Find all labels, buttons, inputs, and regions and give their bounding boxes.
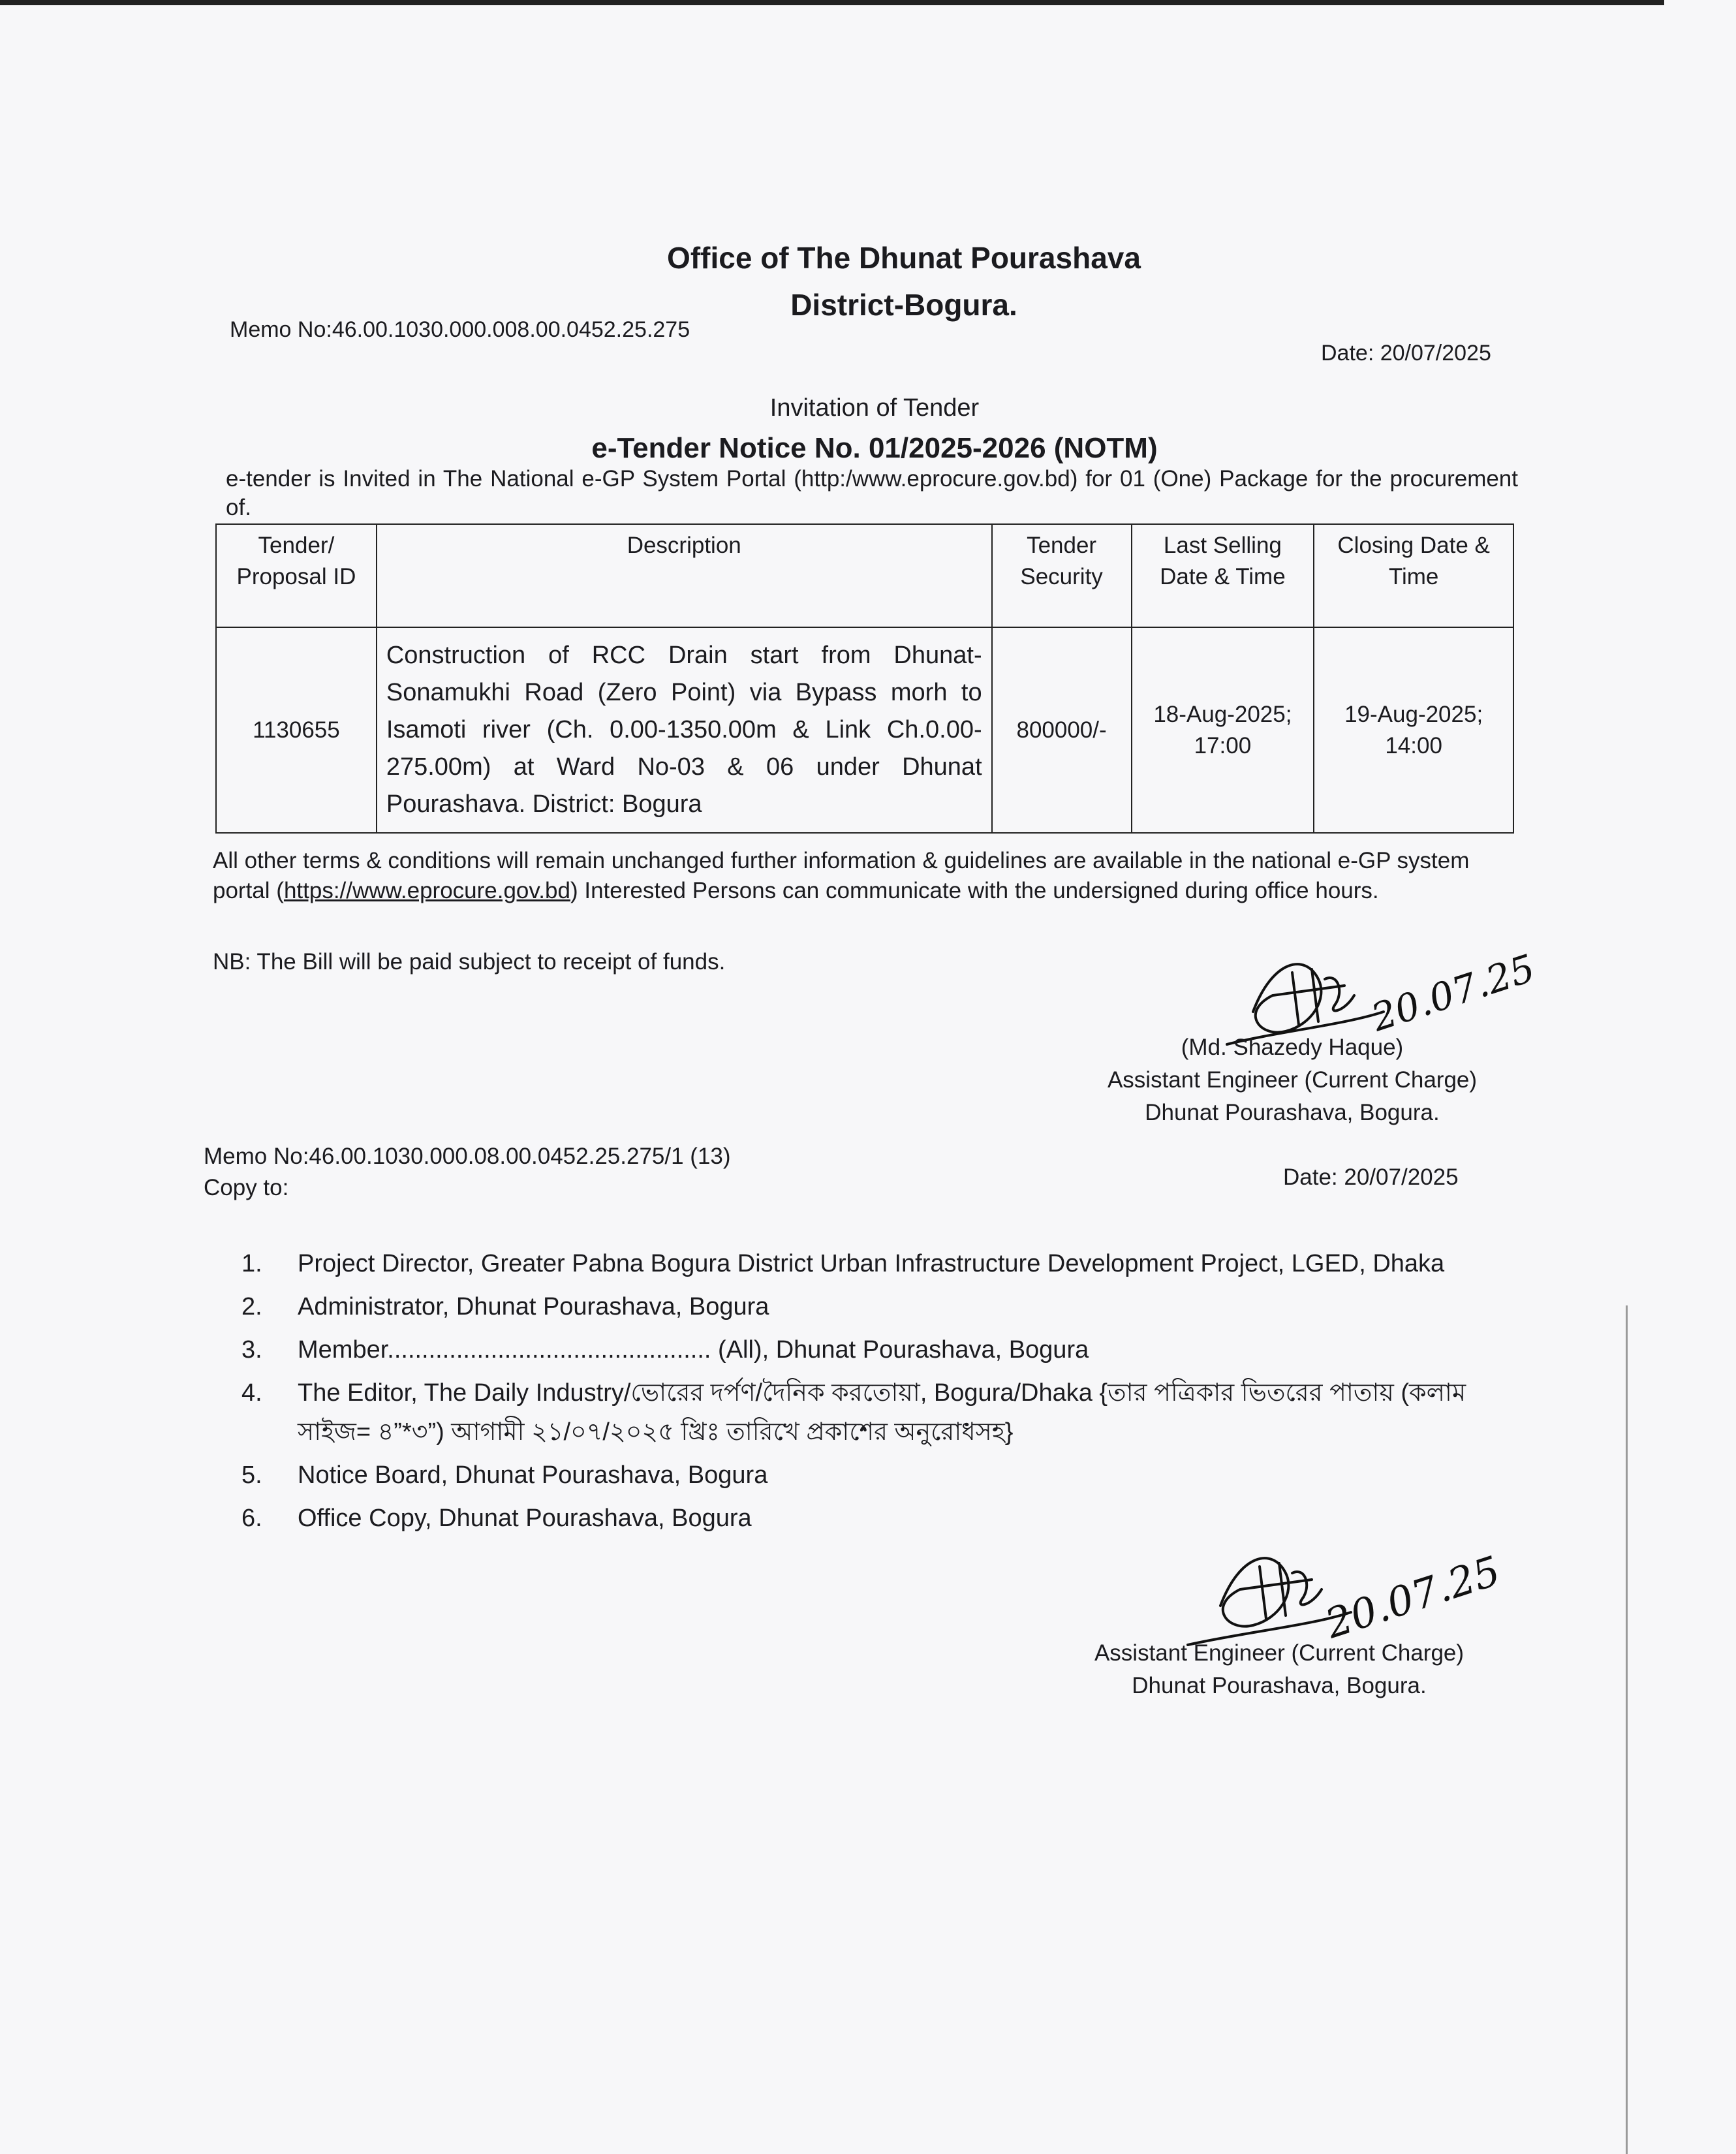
terms-paragraph bbox=[213, 846, 1506, 906]
list-item-number: 4. bbox=[241, 1379, 262, 1407]
scan-top-edge bbox=[0, 0, 1664, 5]
list-item-text: Member............................................... (All), Dhunat Pourashava, Bogura bbox=[298, 1336, 1089, 1364]
list-item bbox=[241, 1373, 1514, 1452]
col-header-id: Tender/ Proposal ID bbox=[216, 524, 377, 627]
list-item bbox=[241, 1456, 1514, 1495]
terms-text-start: All other terms & conditions will remain unchanged further information & guidelines are available in the national e-GP system portal ( bbox=[213, 848, 1470, 903]
nb-note: NB: The Bill will be paid subject to receipt of funds. bbox=[213, 949, 726, 975]
signature-2-date: 20.07.25 bbox=[1320, 1546, 1506, 1648]
cell-closing: 19-Aug-2025; 14:00 bbox=[1314, 627, 1513, 833]
signatory-1-designation: Assistant Engineer (Current Charge) bbox=[1107, 1067, 1478, 1093]
list-item bbox=[241, 1287, 1514, 1326]
memo-number: Memo No:46.00.1030.000.008.00.0452.25.275 bbox=[230, 317, 690, 342]
copy-memo-number: Memo No:46.00.1030.000.08.00.0452.25.275/1 (13) bbox=[204, 1144, 731, 1169]
list-item bbox=[241, 1330, 1514, 1369]
signatory-1-office: Dhunat Pourashava, Bogura. bbox=[1145, 1100, 1440, 1125]
list-item-text: Project Director, Greater Pabna Bogura District Urban Infrastructure Development Project, LGED, Dhaka bbox=[298, 1250, 1445, 1277]
cell-description: Construction of RCC Drain start from Dhunat-Sonamukhi Road (Zero Point) via Bypass morh to Isamoti river (Ch. 0.00-1350.00m & Link Ch.0.00-275.00m) at Ward No-03 & 06 under Dhunat Pourashava. District: Bogura bbox=[377, 627, 992, 833]
list-item-number: 5. bbox=[241, 1461, 262, 1489]
memo-date: Date: 20/07/2025 bbox=[1321, 341, 1491, 366]
cell-last-selling: 18-Aug-2025; 17:00 bbox=[1132, 627, 1314, 833]
copy-list bbox=[241, 1244, 1514, 1542]
copy-to-label: Copy to: bbox=[204, 1175, 289, 1200]
list-item-text: The Editor, The Daily Industry/ভোরের দর্পণ/দৈনিক করতোয়া, Bogura/Dhaka {তার পত্রিকার ভিতরের পাতায় (কলাম সাইজ= ৪”*৩”) আগামী ২১/০৭/২০২৫ খ্রিঃ তারিখে প্রকাশের অনুরোধসহ} bbox=[298, 1379, 1466, 1446]
list-item-number: 6. bbox=[241, 1505, 262, 1532]
col-header-last-selling: Last Selling Date & Time bbox=[1132, 524, 1314, 627]
notice-number: e-Tender Notice No. 01/2025-2026 (NOTM) bbox=[591, 432, 1158, 464]
tender-table bbox=[215, 523, 1514, 834]
list-item-text: Administrator, Dhunat Pourashava, Bogura bbox=[298, 1293, 769, 1320]
signature-1-date: 20.07.25 bbox=[1366, 945, 1540, 1040]
copy-memo-date: Date: 20/07/2025 bbox=[1283, 1164, 1459, 1190]
col-header-security: Tender Security bbox=[992, 524, 1132, 627]
intro-paragraph: e-tender is Invited in The National e-GP System Portal (http:/www.eprocure.gov.bd) for 01 (One) Package for the procurement of. bbox=[226, 466, 1518, 520]
table-header-row bbox=[216, 524, 1513, 627]
signatory-2-designation: Assistant Engineer (Current Charge) bbox=[1094, 1640, 1465, 1666]
cell-security: 800000/- bbox=[992, 627, 1132, 833]
office-title: Office of The Dhunat Pourashava bbox=[667, 241, 1141, 275]
col-header-closing: Closing Date & Time bbox=[1314, 524, 1513, 627]
list-item bbox=[241, 1244, 1514, 1283]
signatory-1-block bbox=[1083, 1031, 1501, 1129]
signatory-2-block bbox=[1070, 1637, 1488, 1702]
col-header-description: Description bbox=[377, 524, 992, 627]
terms-text-end: ) Interested Persons can communicate with the undersigned during office hours. bbox=[570, 878, 1379, 903]
cell-tender-id: 1130655 bbox=[216, 627, 377, 833]
signatory-2-office: Dhunat Pourashava, Bogura. bbox=[1132, 1673, 1427, 1698]
invitation-heading: Invitation of Tender bbox=[769, 394, 980, 422]
signatory-1-name: (Md. Shazedy Haque) bbox=[1181, 1035, 1404, 1060]
list-item-number: 3. bbox=[241, 1336, 262, 1364]
list-item-number: 2. bbox=[241, 1293, 262, 1320]
list-item-number: 1. bbox=[241, 1250, 262, 1277]
office-district: District-Bogura. bbox=[790, 288, 1017, 322]
table-row bbox=[216, 627, 1513, 833]
eprocure-link[interactable]: https://www.eprocure.gov.bd bbox=[283, 878, 570, 903]
list-item-text: Notice Board, Dhunat Pourashava, Bogura bbox=[298, 1461, 768, 1489]
scan-page-edge bbox=[1626, 1305, 1628, 2154]
list-item-text: Office Copy, Dhunat Pourashava, Bogura bbox=[298, 1505, 752, 1532]
